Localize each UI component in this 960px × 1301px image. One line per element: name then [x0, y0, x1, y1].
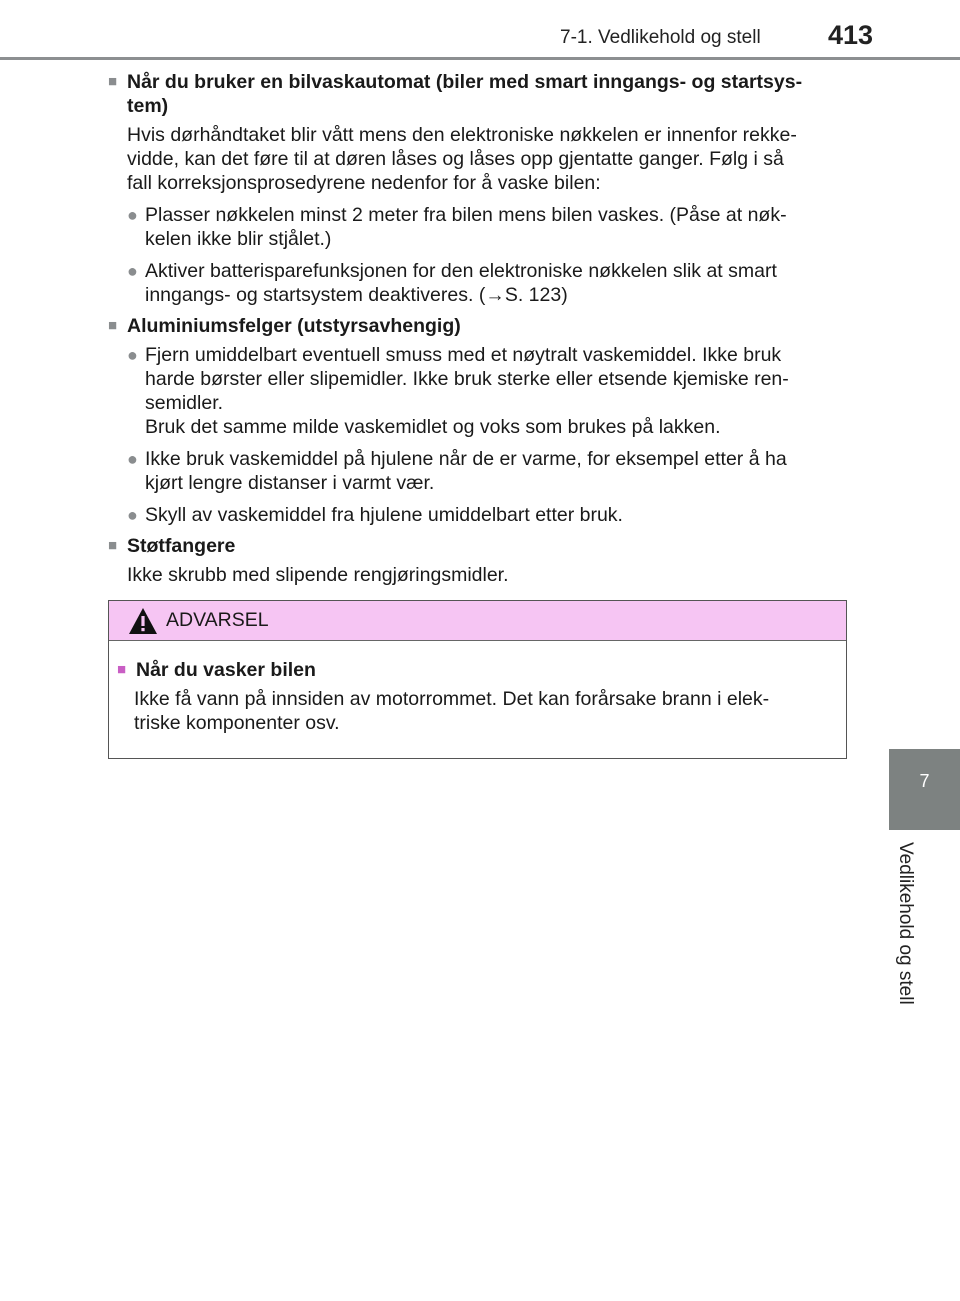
intro-line: Ikke skrubb med slipende rengjøringsmidler.	[127, 564, 509, 586]
warning-heading-text: Når du vasker bilen	[136, 659, 316, 681]
warning-body	[109, 641, 846, 735]
circle-bullet-icon: ●	[127, 205, 138, 225]
bullet-line: kjørt lengre distanser i varmt vær.	[145, 472, 435, 494]
heading-line: tem)	[127, 95, 169, 117]
square-bullet-icon: ■	[108, 537, 118, 554]
bullet-item	[127, 447, 846, 495]
heading-line: Når du bruker en bilvaskautomat (biler med smart inngangs- og startsys-	[127, 71, 803, 93]
bullet-line: Ikke bruk vaskemiddel på hjulene når de er varme, for eksempel etter å ha	[145, 448, 787, 470]
circle-bullet-icon: ●	[127, 345, 138, 365]
bullet-line: harde børster eller slipemidler. Ikke bruk sterke eller etsende kjemiske ren-	[145, 368, 789, 390]
intro-line: Hvis dørhåndtaket blir vått mens den elektroniske nøkkelen er innenfor rekke-	[127, 124, 797, 146]
header-rule	[0, 57, 960, 60]
square-bullet-icon: ■	[108, 317, 118, 334]
warning-line: Ikke få vann på innsiden av motorrommet. Det kan forårsake brann i elek-	[134, 688, 770, 710]
warning-box	[108, 600, 847, 759]
circle-bullet-icon: ●	[127, 449, 138, 469]
chapter-title: 7-1. Vedlikehold og stell	[560, 27, 761, 48]
side-tab-number: 7	[919, 771, 930, 791]
section-heading	[108, 314, 846, 338]
bullet-item	[127, 503, 846, 527]
bullet-line: Skyll av vaskemiddel fra hjulene umiddelbart etter bruk.	[145, 504, 623, 526]
bullet-line: Aktiver batterisparefunksjonen for den elektroniske nøkkelen slik at smart	[145, 260, 777, 282]
section-intro	[127, 563, 846, 587]
side-tab-label: Vedlikehold og stell	[895, 842, 916, 1005]
square-bullet-icon: ■	[108, 73, 118, 90]
main-content	[108, 70, 846, 594]
warning-triangle-icon	[128, 607, 158, 635]
bullet-line: Bruk det samme milde vaskemidlet og voks som brukes på lakken.	[145, 416, 721, 438]
warning-text	[134, 687, 829, 735]
warning-heading	[117, 658, 829, 682]
section-heading	[108, 534, 846, 558]
circle-bullet-icon: ●	[127, 505, 138, 525]
bullet-line: semidler.	[145, 392, 224, 414]
bullet-line: Plasser nøkkelen minst 2 meter fra bilen mens bilen vaskes. (Påse at nøk-	[145, 204, 787, 226]
intro-line: vidde, kan det føre til at døren låses og låses opp gjentatte ganger. Følg i så	[127, 148, 784, 170]
bullet-line: Fjern umiddelbart eventuell smuss med et nøytralt vaskemiddel. Ikke bruk	[145, 344, 782, 366]
heading-line: Støtfangere	[127, 535, 236, 557]
bullet-item	[127, 259, 846, 307]
intro-line: fall korreksjonsprosedyrene nedenfor for å vaske bilen:	[127, 172, 601, 194]
section-heading	[108, 70, 846, 118]
warning-header	[109, 601, 846, 641]
square-bullet-icon: ■	[117, 661, 127, 678]
section-intro	[127, 123, 846, 195]
bullet-line: inngangs- og startsystem deaktiveres. (→S. 123)	[145, 284, 568, 306]
section	[108, 314, 846, 527]
bullet-item	[127, 343, 846, 439]
page-number: 413	[828, 20, 874, 50]
heading-line: Aluminiumsfelger (utstyrsavhengig)	[127, 315, 461, 337]
section	[108, 70, 846, 307]
warning-line: triske komponenter osv.	[134, 712, 340, 734]
section	[108, 534, 846, 587]
warning-title: ADVARSEL	[166, 609, 269, 631]
side-tab	[889, 749, 960, 830]
bullet-line: kelen ikke blir stjålet.)	[145, 228, 332, 250]
circle-bullet-icon: ●	[127, 261, 138, 281]
bullet-item	[127, 203, 846, 251]
